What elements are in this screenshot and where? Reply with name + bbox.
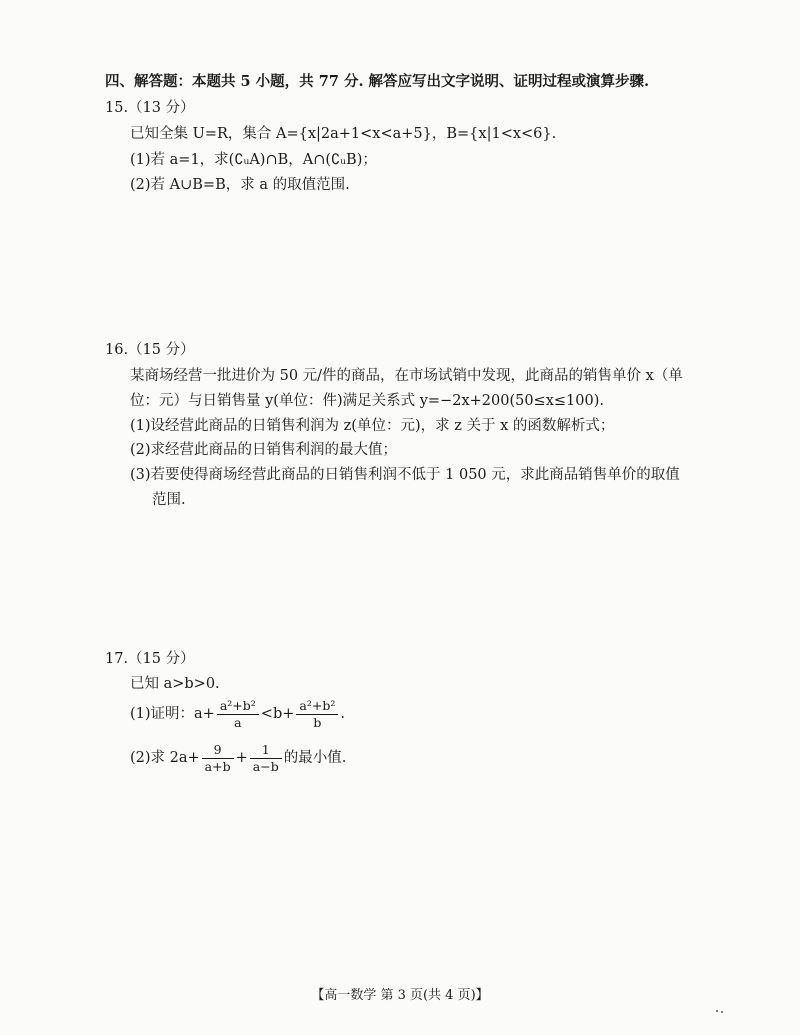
q16-part3-line2: 范围.: [152, 492, 186, 508]
q17-part1-fraction-2: [296, 698, 338, 731]
q17-part1: [130, 696, 345, 732]
q17-part2-mid: +: [235, 750, 248, 766]
q17-part2-fraction-1: [202, 742, 234, 775]
q17-part2-fraction-2: [250, 742, 282, 775]
q17-part2-frac2-numerator: 1: [250, 742, 282, 759]
q16-part3-line1: (3)若要使得商场经营此商品的日销售利润不低于 1 050 元，求此商品销售单价的取值: [130, 467, 680, 483]
q16-title: 16.（15 分）: [105, 342, 195, 358]
q17-title: 17.（15 分）: [105, 651, 195, 667]
q17-part2: [130, 740, 346, 776]
page-footer: 【高一数学 第 3 页(共 4 页)】: [311, 988, 489, 1003]
q16-part1: (1)设经营此商品的日销售利润为 z(单位：元)，求 z 关于 x 的函数解析式；: [130, 418, 615, 434]
q17-part1-suffix: .: [340, 706, 345, 722]
q16-stem-line2: 位：元）与日销售量 y(单位：件)满足关系式 y=−2x+200(50≤x≤100).: [130, 393, 604, 409]
q16-stem-line1: 某商场经营一批进价为 50 元/件的商品，在市场试销中发现，此商品的销售单价 x（单: [130, 368, 683, 384]
q17-part2-frac2-denominator: a−b: [252, 758, 279, 774]
q17-part1-frac2-denominator: b: [313, 714, 322, 730]
q17-part2-suffix: 的最小值.: [283, 750, 347, 766]
q15-stem: 已知全集 U=R，集合 A={x|2a+1<x<a+5}，B={x|1<x<6}.: [130, 126, 557, 142]
q17-part1-frac2-numerator: a²+b²: [296, 698, 338, 715]
q17-part1-prefix: (1)证明：a+: [130, 706, 215, 722]
q15-title: 15.（13 分）: [105, 100, 195, 116]
q17-part1-fraction-1: [217, 698, 259, 731]
q17-part2-frac1-numerator: 9: [202, 742, 234, 759]
q17-part1-frac1-numerator: a²+b²: [217, 698, 259, 715]
q17-part2-frac1-denominator: a+b: [204, 758, 231, 774]
q17-part2-prefix: (2)求 2a+: [130, 750, 200, 766]
q15-part2: (2)若 A∪B=B，求 a 的取值范围.: [130, 177, 350, 193]
scan-speck: [721, 1011, 723, 1013]
scan-speck: [716, 1010, 718, 1012]
q17-part1-mid: <b+: [260, 706, 295, 722]
q15-part1: (1)若 a=1，求(∁ᵤA)∩B，A∩(∁ᵤB)；: [130, 152, 377, 168]
section-header: 四、解答题：本题共 5 小题，共 77 分. 解答应写出文字说明、证明过程或演算步骤.: [105, 73, 650, 90]
q16-part2: (2)求经营此商品的日销售利润的最大值；: [130, 442, 398, 458]
q17-stem: 已知 a>b>0.: [130, 676, 220, 692]
q17-part1-frac1-denominator: a: [234, 714, 242, 730]
